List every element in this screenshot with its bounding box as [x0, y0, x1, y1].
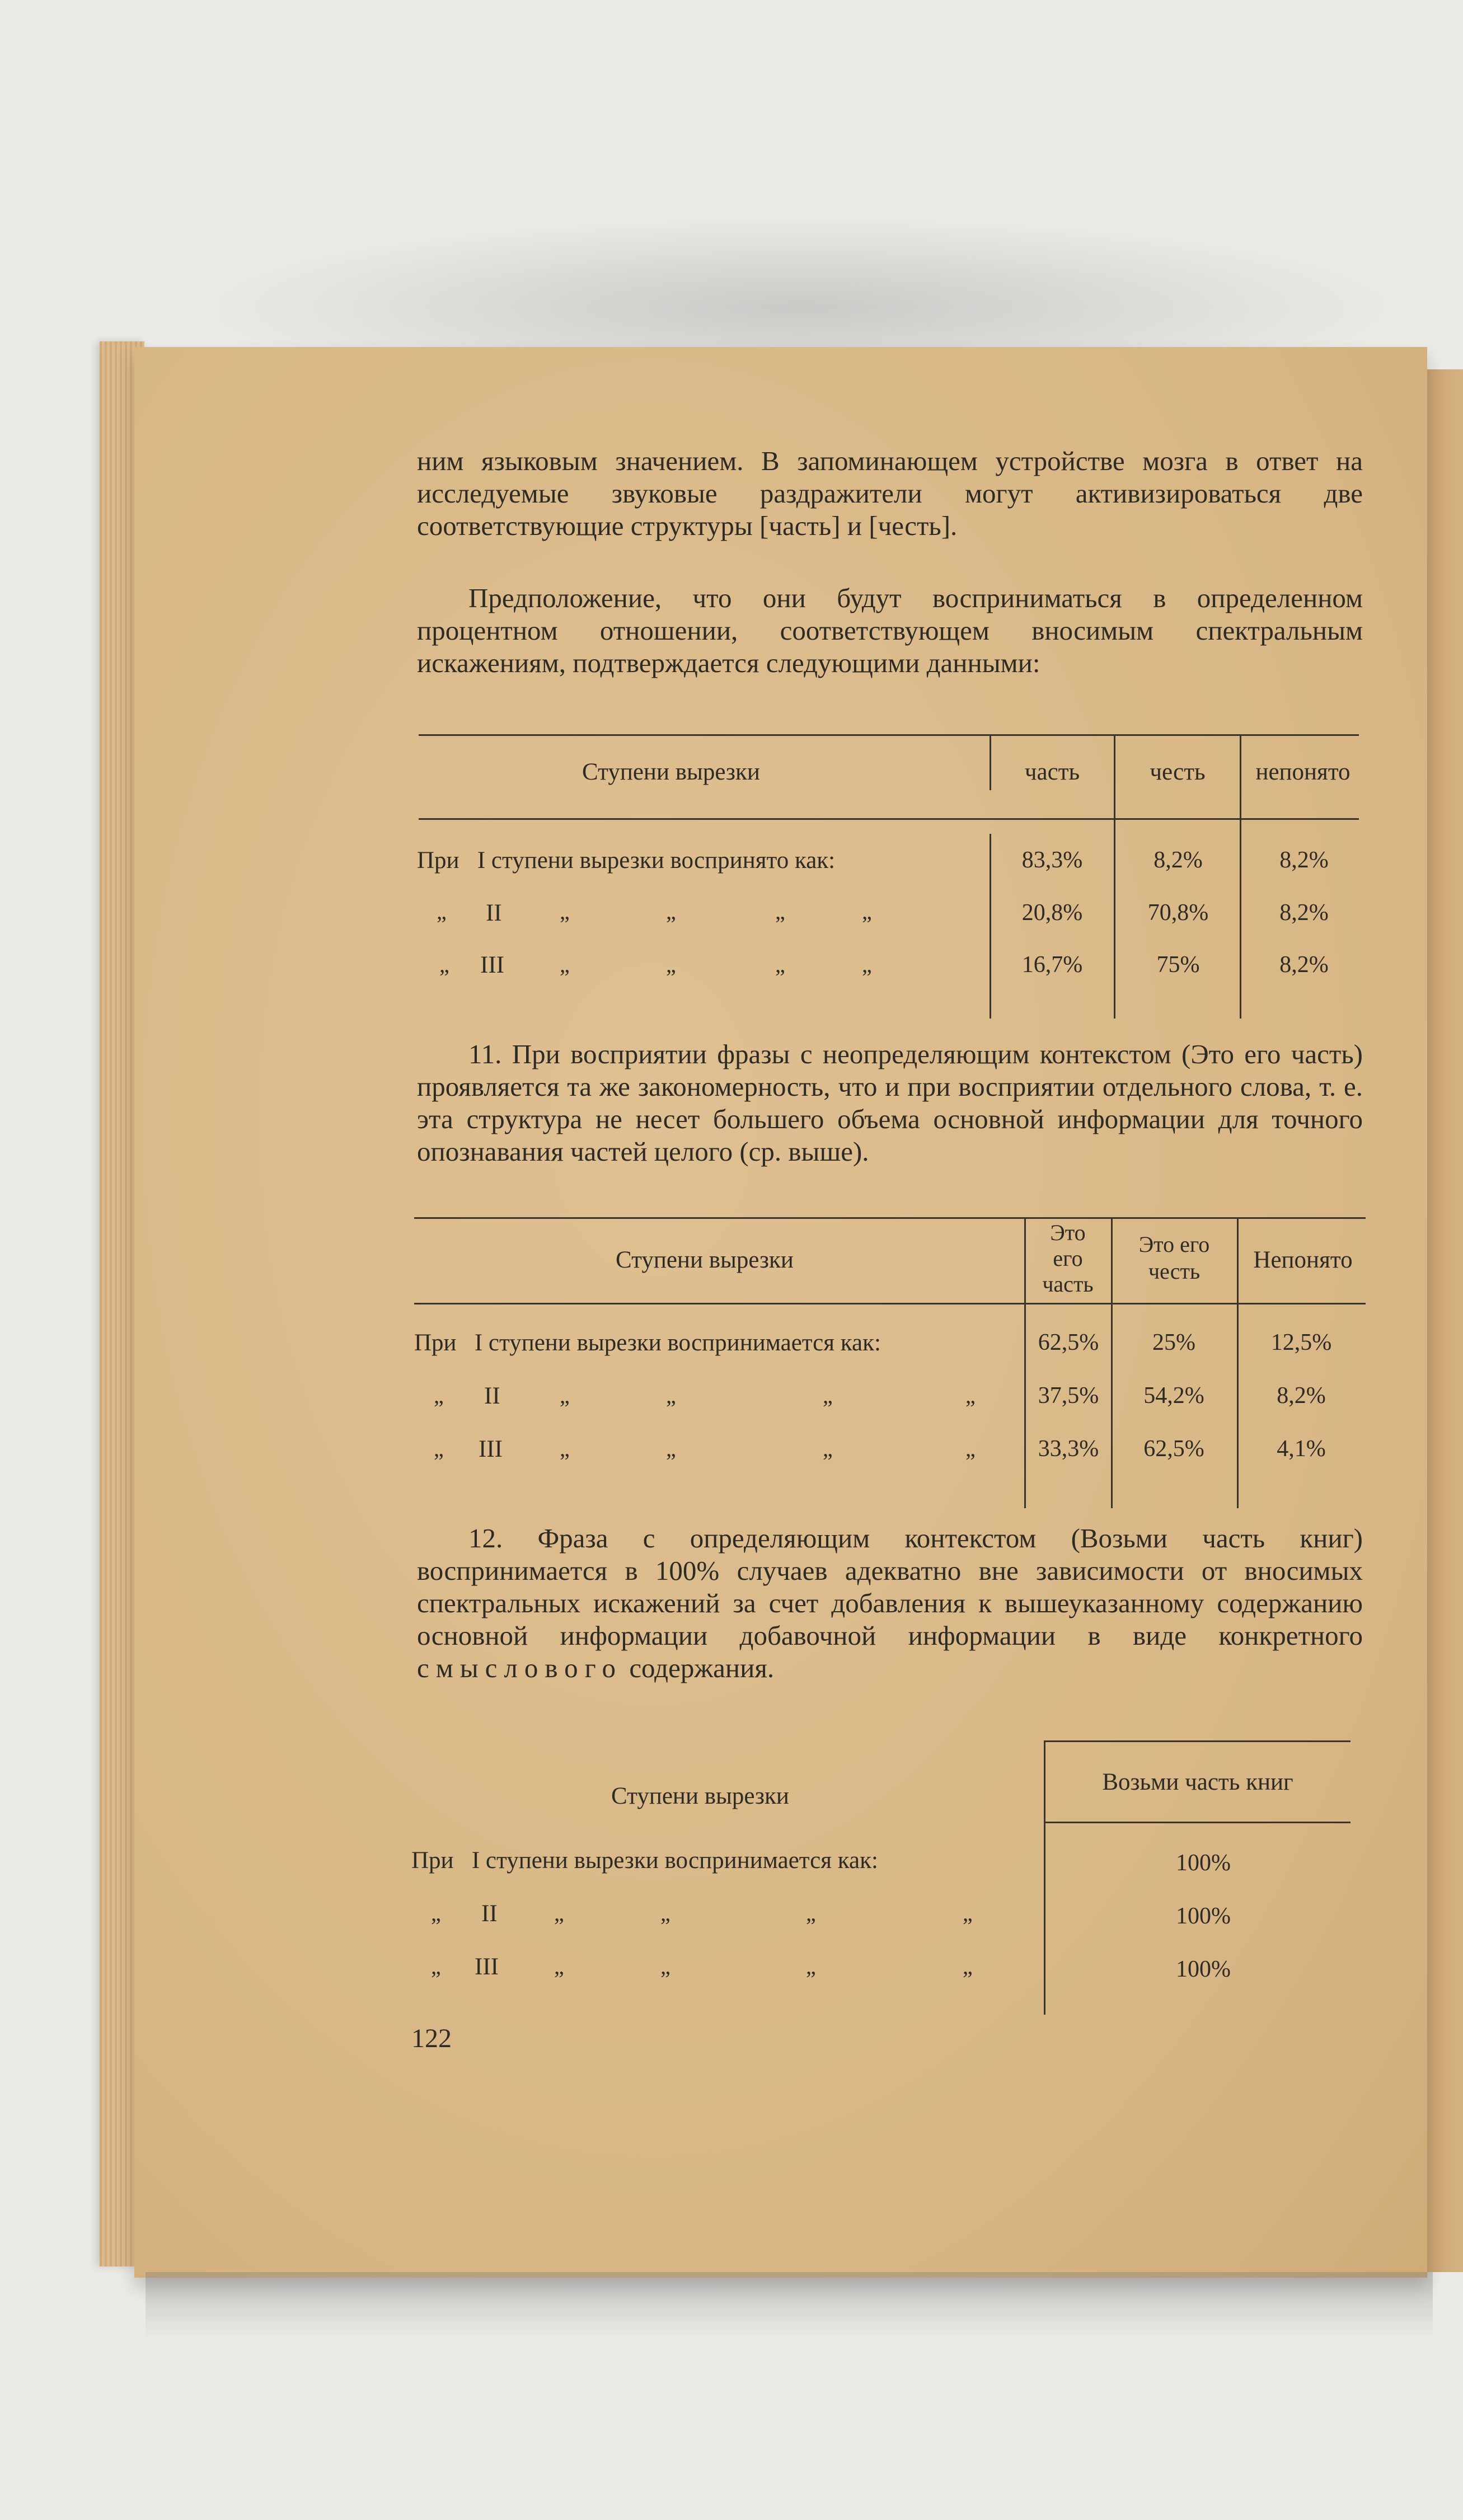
ditto-mark: „	[862, 899, 872, 924]
ditto-mark: „	[823, 1383, 833, 1408]
paragraph-3-text: 11. При восприятии фразы с неопределяющим контекстом (Это его часть) проявляется та же закономерность, что и при восприятии отдельного слова, т. е. эта структура не несет большего объема основной информации для точного опознавания частей целого (ср. выше).	[417, 1039, 1363, 1167]
table-2-row-1-value-1: 62,5%	[1038, 1330, 1099, 1355]
table-2-row-3-value-3: 4,1%	[1277, 1436, 1326, 1462]
paragraph-2	[417, 582, 1363, 679]
header-line: честь	[1148, 1259, 1201, 1284]
ditto-mark: „	[434, 1436, 444, 1461]
ditto-mark: „	[666, 1436, 676, 1461]
table-1-row-2-value-1: 20,8%	[1021, 900, 1083, 926]
table-2-header-rule	[414, 1303, 1366, 1304]
paragraph-1-text: ним языковым значением. В запоминающем устройстве мозга в ответ на исследуемые звуковые раздражители могут активизироваться две соответствующие структуры [часть] и [честь].	[417, 445, 1363, 541]
table-2-header-stage: Ступени вырезки	[616, 1247, 794, 1273]
table-3-row-2-value: 100%	[1176, 1903, 1231, 1929]
ditto-mark: „	[439, 952, 449, 977]
ditto-mark: „	[554, 1954, 564, 1979]
ditto-mark: „	[965, 1436, 976, 1461]
ditto-mark: „	[666, 899, 676, 924]
table-3-row-3-label: III	[475, 1954, 499, 1980]
table-2-row-2-value-1: 37,5%	[1038, 1383, 1099, 1409]
table-2-row-2-label: II	[484, 1383, 500, 1409]
paragraph-4	[417, 1522, 1363, 1684]
page-number: 122	[411, 2024, 452, 2053]
table-2-row-1-label: При I ступени вырезки воспринимается как:	[414, 1330, 881, 1356]
table-2-header-eto-ego-chest	[1113, 1231, 1236, 1285]
ditto-mark: „	[806, 1900, 816, 1926]
table-1-header-stage: Ступени вырезки	[582, 759, 760, 785]
ditto-mark: „	[806, 1954, 816, 1979]
ditto-mark: „	[775, 952, 785, 977]
ditto-mark: „	[560, 952, 570, 977]
ditto-mark: „	[431, 1954, 441, 1979]
ditto-mark: „	[554, 1900, 564, 1926]
ditto-mark: „	[965, 1383, 976, 1408]
table-3-row-1-label: При I ступени вырезки воспринимается как:	[411, 1847, 878, 1874]
table-1-row-3-label: III	[480, 952, 504, 978]
table-3-header-vozmi: Возьми часть книг	[1102, 1769, 1293, 1795]
ditto-mark: „	[666, 952, 676, 977]
table-1-row-1-value-2: 8,2%	[1153, 847, 1203, 873]
table-2-row-2-value-2: 54,2%	[1143, 1383, 1204, 1409]
ditto-mark: „	[660, 1954, 670, 1979]
table-3-row-1-value: 100%	[1176, 1850, 1231, 1876]
ditto-mark: „	[963, 1900, 973, 1926]
table-1-col-divider-1	[990, 834, 991, 1019]
header-line: Это его	[1138, 1232, 1210, 1257]
table-3-col-divider	[1044, 1740, 1045, 2015]
ditto-mark: „	[560, 899, 570, 924]
header-line: его	[1053, 1246, 1083, 1271]
ditto-mark: „	[431, 1900, 441, 1926]
table-1-row-2-value-2: 70,8%	[1147, 900, 1209, 926]
ditto-mark: „	[775, 899, 785, 924]
ditto-mark: „	[823, 1436, 833, 1461]
ditto-mark: „	[560, 1436, 570, 1461]
ditto-mark: „	[666, 1383, 676, 1408]
table-2-row-1-value-3: 12,5%	[1270, 1330, 1332, 1355]
table-1-header-neponyato: непонято	[1255, 759, 1351, 785]
ditto-mark: „	[437, 899, 447, 924]
table-1-header-rule	[419, 818, 1359, 820]
table-1-row-3-value-1: 16,7%	[1021, 952, 1083, 978]
header-line: часть	[1042, 1271, 1094, 1297]
paragraph-4-spaced-word: смыслового	[417, 1653, 623, 1683]
ditto-mark: „	[963, 1954, 973, 1979]
table-1-header-chest: честь	[1150, 759, 1206, 785]
ditto-mark: „	[560, 1383, 570, 1408]
table-1-row-3-value-3: 8,2%	[1279, 952, 1329, 978]
table-1-row-2-label: II	[486, 900, 502, 926]
paragraph-4-text	[417, 1522, 1363, 1684]
table-1-row-3-value-2: 75%	[1156, 952, 1200, 978]
table-2-header-neponyato: Непонято	[1253, 1247, 1353, 1273]
table-3-header-rule	[1045, 1822, 1351, 1823]
ditto-mark: „	[660, 1900, 670, 1926]
table-3-row-2-label: II	[481, 1900, 498, 1927]
table-1-header-chast: часть	[1024, 759, 1080, 785]
paragraph-1	[417, 445, 1363, 542]
table-1-top-rule	[419, 734, 1359, 736]
table-2-row-2-value-3: 8,2%	[1277, 1383, 1326, 1409]
table-3-top-rule	[1045, 1740, 1351, 1742]
header-line: Это	[1050, 1220, 1086, 1245]
table-2-top-rule	[414, 1217, 1366, 1219]
paragraph-3	[417, 1038, 1363, 1168]
table-1-row-2-value-3: 8,2%	[1279, 900, 1329, 926]
table-2-row-3-value-1: 33,3%	[1038, 1436, 1099, 1462]
table-1-row-1-label: При I ступени вырезки воспринято как:	[417, 847, 836, 874]
table-3-row-3-value: 100%	[1176, 1956, 1231, 1982]
bottom-shadow	[146, 2272, 1433, 2339]
table-2-row-1-value-2: 25%	[1152, 1330, 1195, 1355]
paragraph-4-end: содержания.	[629, 1653, 775, 1683]
table-2-row-3-value-2: 62,5%	[1143, 1436, 1204, 1462]
paragraph-4-body: 12. Фраза с определяющим контекстом (Возьми часть книг) воспринимается в 100% случаев адекватно вне зависимости от вносимых спектральных искажений за счет добавления к вышеуказанному содержанию основной информации добавочной информации в виде конкретного	[417, 1523, 1363, 1651]
table-2-row-3-label: III	[479, 1436, 503, 1462]
ditto-mark: „	[862, 952, 872, 977]
table-2-header-eto-ego-chast	[1026, 1220, 1110, 1297]
ditto-mark: „	[434, 1383, 444, 1408]
table-3-header-stage: Ступени вырезки	[611, 1783, 789, 1809]
table-1-row-1-value-3: 8,2%	[1279, 847, 1329, 873]
paragraph-2-text: Предположение, что они будут восприниматься в определенном процентном отношении, соответствующем вносимым спектральным искажениям, подтверждается следующими данными:	[417, 583, 1363, 678]
table-1-row-1-value-1: 83,3%	[1021, 847, 1083, 873]
